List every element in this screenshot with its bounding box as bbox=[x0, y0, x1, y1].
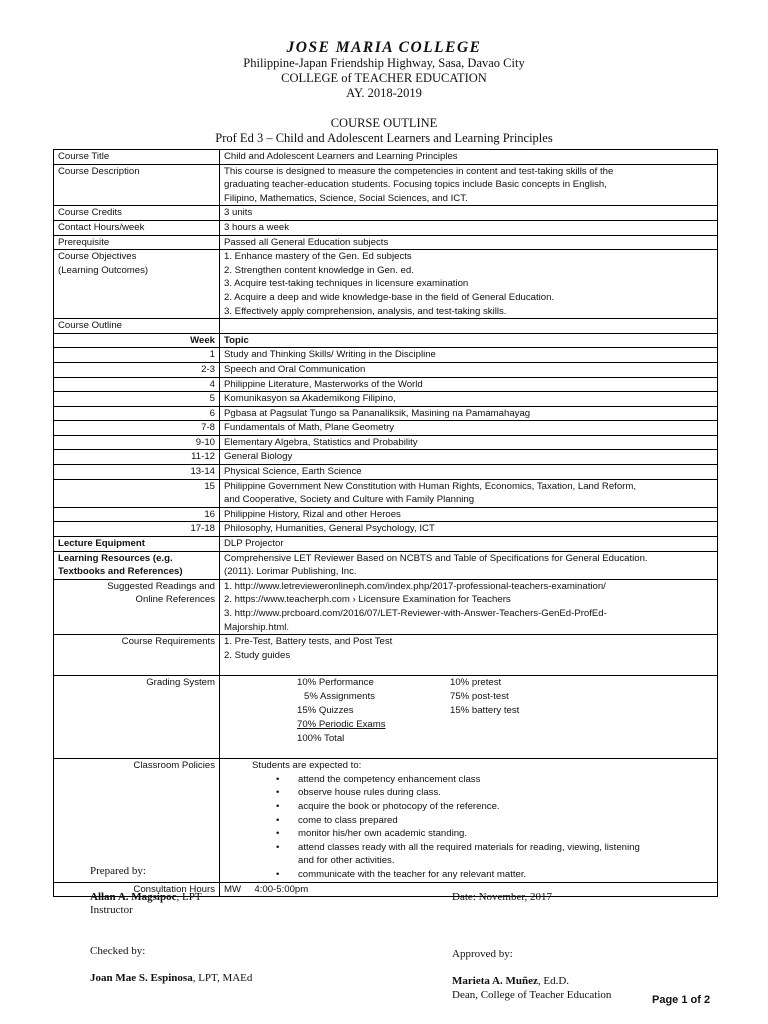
course-objectives-label bbox=[54, 250, 220, 319]
grading-left-item: 10% Performance bbox=[297, 677, 374, 689]
topic-cell: Pgbasa at Pagsulat Tungo sa Pananaliksik, Masining na Pamamahayag bbox=[220, 406, 718, 421]
outline-week-row bbox=[54, 465, 718, 480]
outline-week-row bbox=[54, 507, 718, 522]
academic-year: AY. 2018-2019 bbox=[346, 86, 422, 100]
outline-week-row bbox=[54, 348, 718, 363]
learning-resources-value bbox=[220, 551, 718, 579]
classroom-policies-row bbox=[54, 759, 718, 882]
course-objectives-row bbox=[54, 250, 718, 319]
course-outline-label: Course Outline bbox=[54, 319, 220, 334]
document-date: Date: November, 2017 bbox=[452, 891, 553, 903]
approved-by-label: Approved by: bbox=[452, 948, 513, 960]
policy-item: • communicate with the teacher for any relevant matter. bbox=[298, 868, 713, 882]
course-outline-row bbox=[54, 319, 718, 334]
prepared-by-label: Prepared by: bbox=[90, 865, 146, 877]
grading-total: 100% Total bbox=[297, 733, 345, 745]
contact-hours-value: 3 hours a week bbox=[220, 220, 718, 235]
page-number: Page 1 of 2 bbox=[652, 994, 711, 1006]
course-description-label: Course Description bbox=[54, 164, 220, 206]
outline-week-row bbox=[54, 406, 718, 421]
outline-week-row bbox=[54, 362, 718, 377]
contact-hours-label: Contact Hours/week bbox=[54, 220, 220, 235]
course-title-row bbox=[54, 150, 718, 165]
suggested-readings-label bbox=[54, 579, 220, 634]
objective-item: 1. Enhance mastery of the Gen. Ed subjects bbox=[224, 251, 412, 263]
lecture-equipment-value: DLP Projector bbox=[220, 537, 718, 552]
outline-week-row bbox=[54, 522, 718, 537]
outline-week-row bbox=[54, 421, 718, 436]
resource-line: Comprehensive LET Reviewer Based on NCBTS and Table of Specifications for General Education. bbox=[224, 552, 648, 564]
grading-system-value bbox=[220, 676, 718, 759]
policies-list bbox=[224, 773, 713, 882]
reading-link-cont[interactable]: Majorship.html. bbox=[224, 621, 290, 633]
objectives-sublabel: (Learning Outcomes) bbox=[58, 264, 149, 276]
topic-cell: Physical Science, Earth Science bbox=[220, 465, 718, 480]
college-address: Philippine-Japan Friendship Highway, Sasa, Davao City bbox=[243, 56, 525, 70]
topic-cell: Fundamentals of Math, Plane Geometry bbox=[220, 421, 718, 436]
consultation-hours-value: MW 4:00-5:00pm bbox=[220, 882, 718, 897]
outline-title: COURSE OUTLINE bbox=[330, 116, 438, 130]
objectives-label: Course Objectives bbox=[58, 251, 137, 263]
resources-label-line: Textbooks and References) bbox=[58, 566, 183, 578]
policy-item: • attend the competency enhancement class bbox=[298, 773, 713, 787]
topic-line: and Cooperative, Society and Culture with Family Planning bbox=[224, 494, 475, 506]
grading-right-item: 10% pretest bbox=[450, 677, 502, 689]
description-line: graduating teacher-education students. Focusing topics include Basic concepts in English, bbox=[224, 179, 607, 191]
suggested-readings-value bbox=[220, 579, 718, 634]
description-line: This course is designed to measure the competencies in content and test-taking skills of the bbox=[224, 165, 614, 177]
course-title-label: Course Title bbox=[54, 150, 220, 165]
week-header: Week bbox=[54, 333, 220, 348]
week-cell: 11-12 bbox=[54, 450, 220, 465]
policy-item: • attend classes ready with all the required materials for reading, viewing, listening bbox=[298, 841, 713, 855]
requirement-item: 1. Pre-Test, Battery tests, and Post Test bbox=[224, 636, 393, 648]
week-cell: 1 bbox=[54, 348, 220, 363]
topic-cell: Philosophy, Humanities, General Psychology, ICT bbox=[220, 522, 718, 537]
outline-week-row bbox=[54, 450, 718, 465]
objective-item: 3. Effectively apply comprehension, analysis, and test-taking skills. bbox=[224, 305, 507, 317]
policy-item: • observe house rules during class. bbox=[298, 786, 713, 800]
outline-header-row bbox=[54, 333, 718, 348]
course-credits-label: Course Credits bbox=[54, 206, 220, 221]
objective-item: 3. Acquire test-taking techniques in licensure examination bbox=[224, 278, 469, 290]
grading-system-row bbox=[54, 676, 718, 759]
grading-left-item: 15% Quizzes bbox=[297, 705, 354, 717]
topic-cell: Philippine Literature, Masterworks of the World bbox=[220, 377, 718, 392]
checked-by-signatory bbox=[90, 972, 252, 984]
approved-by-title: Dean, College of Teacher Education bbox=[452, 989, 612, 1001]
lecture-equipment-row bbox=[54, 537, 718, 552]
requirement-item: 2. Study guides bbox=[224, 649, 291, 661]
readings-label-line: Suggested Readings and bbox=[107, 580, 215, 592]
outline-week-row bbox=[54, 435, 718, 450]
topic-cell: Study and Thinking Skills/ Writing in the Discipline bbox=[220, 348, 718, 363]
classroom-policies-value bbox=[220, 759, 718, 882]
course-credits-value: 3 units bbox=[220, 206, 718, 221]
outline-week-row bbox=[54, 377, 718, 392]
grading-left-item: 5% Assignments bbox=[304, 691, 375, 703]
outline-week-row bbox=[54, 479, 718, 507]
classroom-policies-label: Classroom Policies bbox=[54, 759, 220, 882]
description-line: Filipino, Mathematics, Science, Social Sciences, and ICT. bbox=[224, 192, 468, 204]
grading-system-label: Grading System bbox=[54, 676, 220, 759]
learning-resources-label bbox=[54, 551, 220, 579]
week-cell: 6 bbox=[54, 406, 220, 421]
learning-resources-row bbox=[54, 551, 718, 579]
outline-subtitle: Prof Ed 3 – Child and Adolescent Learners and Learning Principles bbox=[215, 131, 553, 145]
course-credits-row bbox=[54, 206, 718, 221]
course-description-value bbox=[220, 164, 718, 206]
course-outline-value bbox=[220, 319, 718, 334]
course-requirements-row bbox=[54, 635, 718, 676]
week-cell: 9-10 bbox=[54, 435, 220, 450]
course-description-row bbox=[54, 164, 718, 206]
prepared-by-title: Instructor bbox=[90, 904, 133, 916]
checked-by-credentials: , LPT, MAEd bbox=[192, 972, 253, 984]
topic-cell: Speech and Oral Communication bbox=[220, 362, 718, 377]
topic-line: Philippine Government New Constitution with Human Rights, Economics, Taxation, Land Reform, bbox=[224, 480, 637, 492]
course-objectives-value bbox=[220, 250, 718, 319]
approved-by-credentials: , Ed.D. bbox=[537, 975, 570, 987]
topic-cell: General Biology bbox=[220, 450, 718, 465]
checked-by-label: Checked by: bbox=[90, 945, 146, 957]
week-cell: 5 bbox=[54, 392, 220, 407]
grading-grid bbox=[224, 676, 713, 758]
topic-header: Topic bbox=[220, 333, 718, 348]
policy-item: • monitor his/her own academic standing. bbox=[298, 827, 713, 841]
suggested-readings-row bbox=[54, 579, 718, 634]
readings-label-line: Online References bbox=[135, 594, 215, 606]
week-cell: 2-3 bbox=[54, 362, 220, 377]
checked-by-name: Joan Mae S. Espinosa bbox=[90, 972, 193, 984]
policy-item: • come to class prepared bbox=[298, 814, 713, 828]
contact-hours-row bbox=[54, 220, 718, 235]
approved-by-signatory bbox=[452, 975, 569, 987]
grading-right-item: 15% battery test bbox=[450, 705, 520, 717]
course-title-value: Child and Adolescent Learners and Learning Principles bbox=[220, 150, 718, 165]
grading-left-item: 70% Periodic Exams bbox=[297, 719, 386, 731]
week-cell: 13-14 bbox=[54, 465, 220, 480]
course-outline-table bbox=[53, 149, 718, 897]
prerequisite-row bbox=[54, 235, 718, 250]
topic-cell bbox=[220, 479, 718, 507]
week-cell: 7-8 bbox=[54, 421, 220, 436]
prepared-by-credentials: , LPT bbox=[176, 891, 202, 903]
prepared-by-signatory bbox=[90, 891, 202, 903]
week-cell: 16 bbox=[54, 507, 220, 522]
course-requirements-value bbox=[220, 635, 718, 676]
topic-cell: Philippine History, Rizal and other Heroes bbox=[220, 507, 718, 522]
approved-by-name: Marieta A. Muñez bbox=[452, 975, 538, 987]
grading-right-item: 75% post-test bbox=[450, 691, 509, 703]
outline-week-row bbox=[54, 392, 718, 407]
week-cell: 17-18 bbox=[54, 522, 220, 537]
resources-label-line: Learning Resources (e.g. bbox=[58, 552, 173, 564]
reading-link[interactable]: 2. https://www.teacherph.com › Licensure Examination for Teachers bbox=[224, 594, 511, 606]
consultation-hours-label: Consultation Hours bbox=[54, 882, 220, 897]
resource-line: (2011). Lorimar Publishing, Inc. bbox=[224, 566, 357, 578]
lecture-equipment-label: Lecture Equipment bbox=[54, 537, 220, 552]
prerequisite-label: Prerequisite bbox=[54, 235, 220, 250]
policy-item: • acquire the book or photocopy of the reference. bbox=[298, 800, 713, 814]
policy-item-cont: and for other activities. bbox=[298, 855, 395, 867]
policies-intro: Students are expected to: bbox=[252, 760, 362, 772]
college-name: JOSE MARIA COLLEGE bbox=[286, 39, 482, 56]
prepared-by-name: Allan A. Magsipoc bbox=[90, 891, 177, 903]
week-cell: 4 bbox=[54, 377, 220, 392]
reading-link[interactable]: 3. http://www.prcboard.com/2016/07/LET-Reviewer-with-Answer-Teachers-GenEd-ProfEd- bbox=[224, 608, 607, 619]
course-requirements-label: Course Requirements bbox=[54, 635, 220, 676]
topic-cell: Komunikasyon sa Akademikong Filipino, bbox=[220, 392, 718, 407]
objective-item: 2. Strengthen content knowledge in Gen. ed. bbox=[224, 264, 414, 276]
reading-link[interactable]: 1. http://www.letrevieweronlineph.com/index.php/2017-professional-teachers-examination/ bbox=[224, 580, 606, 592]
topic-cell: Elementary Algebra, Statistics and Probability bbox=[220, 435, 718, 450]
department-name: COLLEGE of TEACHER EDUCATION bbox=[281, 71, 487, 85]
week-cell: 15 bbox=[54, 479, 220, 507]
objective-item: 2. Acquire a deep and wide knowledge-base in the field of General Education. bbox=[224, 291, 555, 303]
prerequisite-value: Passed all General Education subjects bbox=[220, 235, 718, 250]
